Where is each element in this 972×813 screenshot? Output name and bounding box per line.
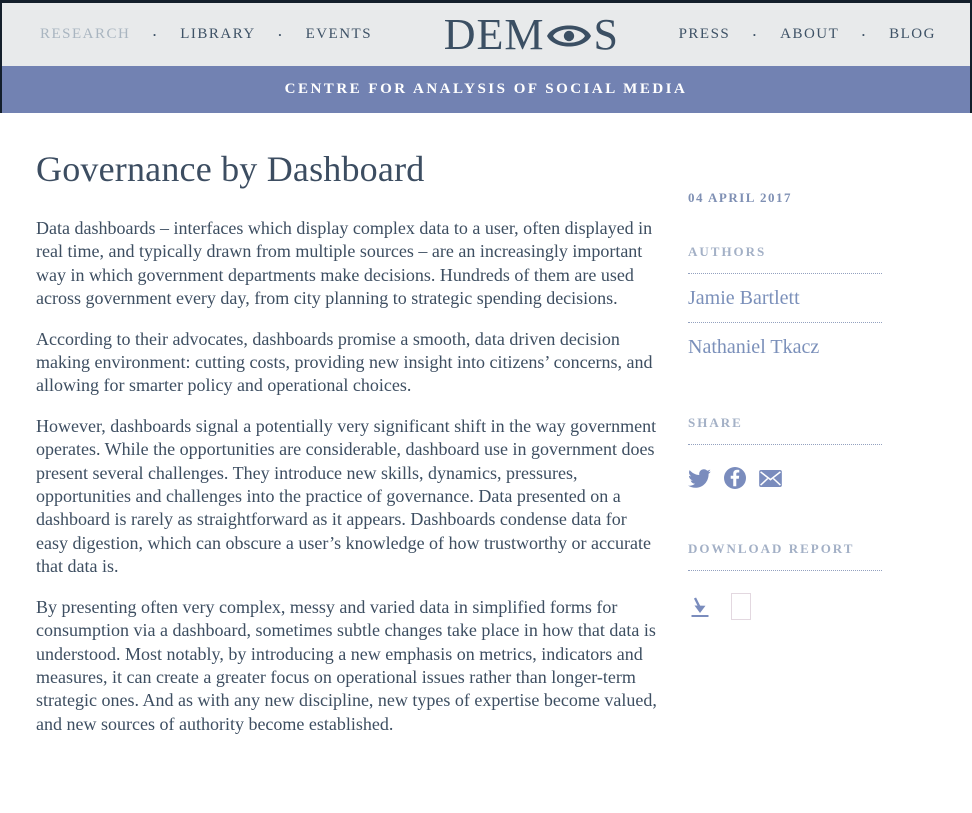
nav-separator: · xyxy=(277,26,284,42)
dotted-divider xyxy=(688,444,882,445)
header-chrome xyxy=(0,0,972,113)
centre-banner xyxy=(2,66,970,113)
publish-date: 04 APRIL 2017 xyxy=(688,190,793,205)
nav-separator: · xyxy=(752,26,759,42)
nav-separator: · xyxy=(152,26,159,42)
share-icon-row xyxy=(688,467,882,489)
nav-item-press[interactable]: PRESS xyxy=(678,26,731,42)
share-label: SHARE xyxy=(688,415,743,430)
dotted-divider xyxy=(688,570,882,571)
nav-item-blog[interactable]: BLOG xyxy=(889,26,936,42)
nav-item-research[interactable]: RESEARCH xyxy=(40,26,131,42)
demos-eye-icon xyxy=(546,18,592,54)
nav-item-library[interactable]: LIBRARY xyxy=(180,26,256,42)
article-paragraph: However, dashboards signal a potentially very significant shift in the way government operates. While the opportunities are considerable, dashboard use in government does present several challenges. They introduce new skills, dynamics, pressures, opportunities and challenges into the practice of governance. Data presented on a dashboard is rarely as straightforward as it appears. Dashboards condense data for easy digestion, which can obscure a user’s knowledge of how trustworthy or accurate that data is. xyxy=(36,415,657,577)
article-paragraph: By presenting often very complex, messy and varied data in simplified forms for consumption via a dashboard, sometimes subtle changes take place in how that data is understood. Most notably, by introducing a new emphasis on metrics, indicators and measures, it can create a greater focus on operational issues rather than longer-term strategic ones. And as with any new discipline, new types of expertise become valued, and new sources of authority become established. xyxy=(36,596,657,734)
nav-separator: · xyxy=(861,26,868,42)
nav-right-group xyxy=(679,26,936,43)
logo-text-left: DEM xyxy=(443,9,545,59)
authors-label: AUTHORS xyxy=(688,244,767,259)
twitter-icon[interactable] xyxy=(688,469,711,488)
article-paragraph: Data dashboards – interfaces which display complex data to a user, often displayed in real time, and typically drawn from multiple sources – are an increasingly important way in which government departments make decisions. Hundreds of them are used across government every day, from city planning to strategic spending decisions. xyxy=(36,218,653,309)
centre-banner-link[interactable]: CENTRE FOR ANALYSIS OF SOCIAL MEDIA xyxy=(284,81,688,97)
article-paragraph: According to their advocates, dashboards promise a smooth, data driven decision making environment: cutting costs, providing new insight into citizens’ concerns, and allowing for smarter policy and operational choices. xyxy=(36,328,653,396)
logo-text-right: S xyxy=(593,9,619,59)
author-link-jamie-bartlett[interactable]: Jamie Bartlett xyxy=(688,287,800,309)
top-navigation xyxy=(2,3,970,66)
facebook-icon[interactable] xyxy=(724,467,746,489)
demos-logo[interactable] xyxy=(443,9,619,59)
nav-item-events[interactable]: EVENTS xyxy=(305,26,373,42)
email-icon[interactable] xyxy=(759,470,782,487)
article xyxy=(36,113,662,736)
download-report-label: DOWNLOAD REPORT xyxy=(688,541,855,556)
author-link-nathaniel-tkacz[interactable]: Nathaniel Tkacz xyxy=(688,336,820,358)
report-thumbnail-placeholder[interactable] xyxy=(731,593,751,620)
nav-item-about[interactable]: ABOUT xyxy=(780,26,840,42)
nav-left-group xyxy=(40,26,372,43)
page-title: Governance by Dashboard xyxy=(36,149,425,189)
sidebar xyxy=(688,113,882,736)
download-icon[interactable] xyxy=(688,595,712,619)
main-content xyxy=(0,113,972,736)
download-icon-row xyxy=(688,593,882,620)
